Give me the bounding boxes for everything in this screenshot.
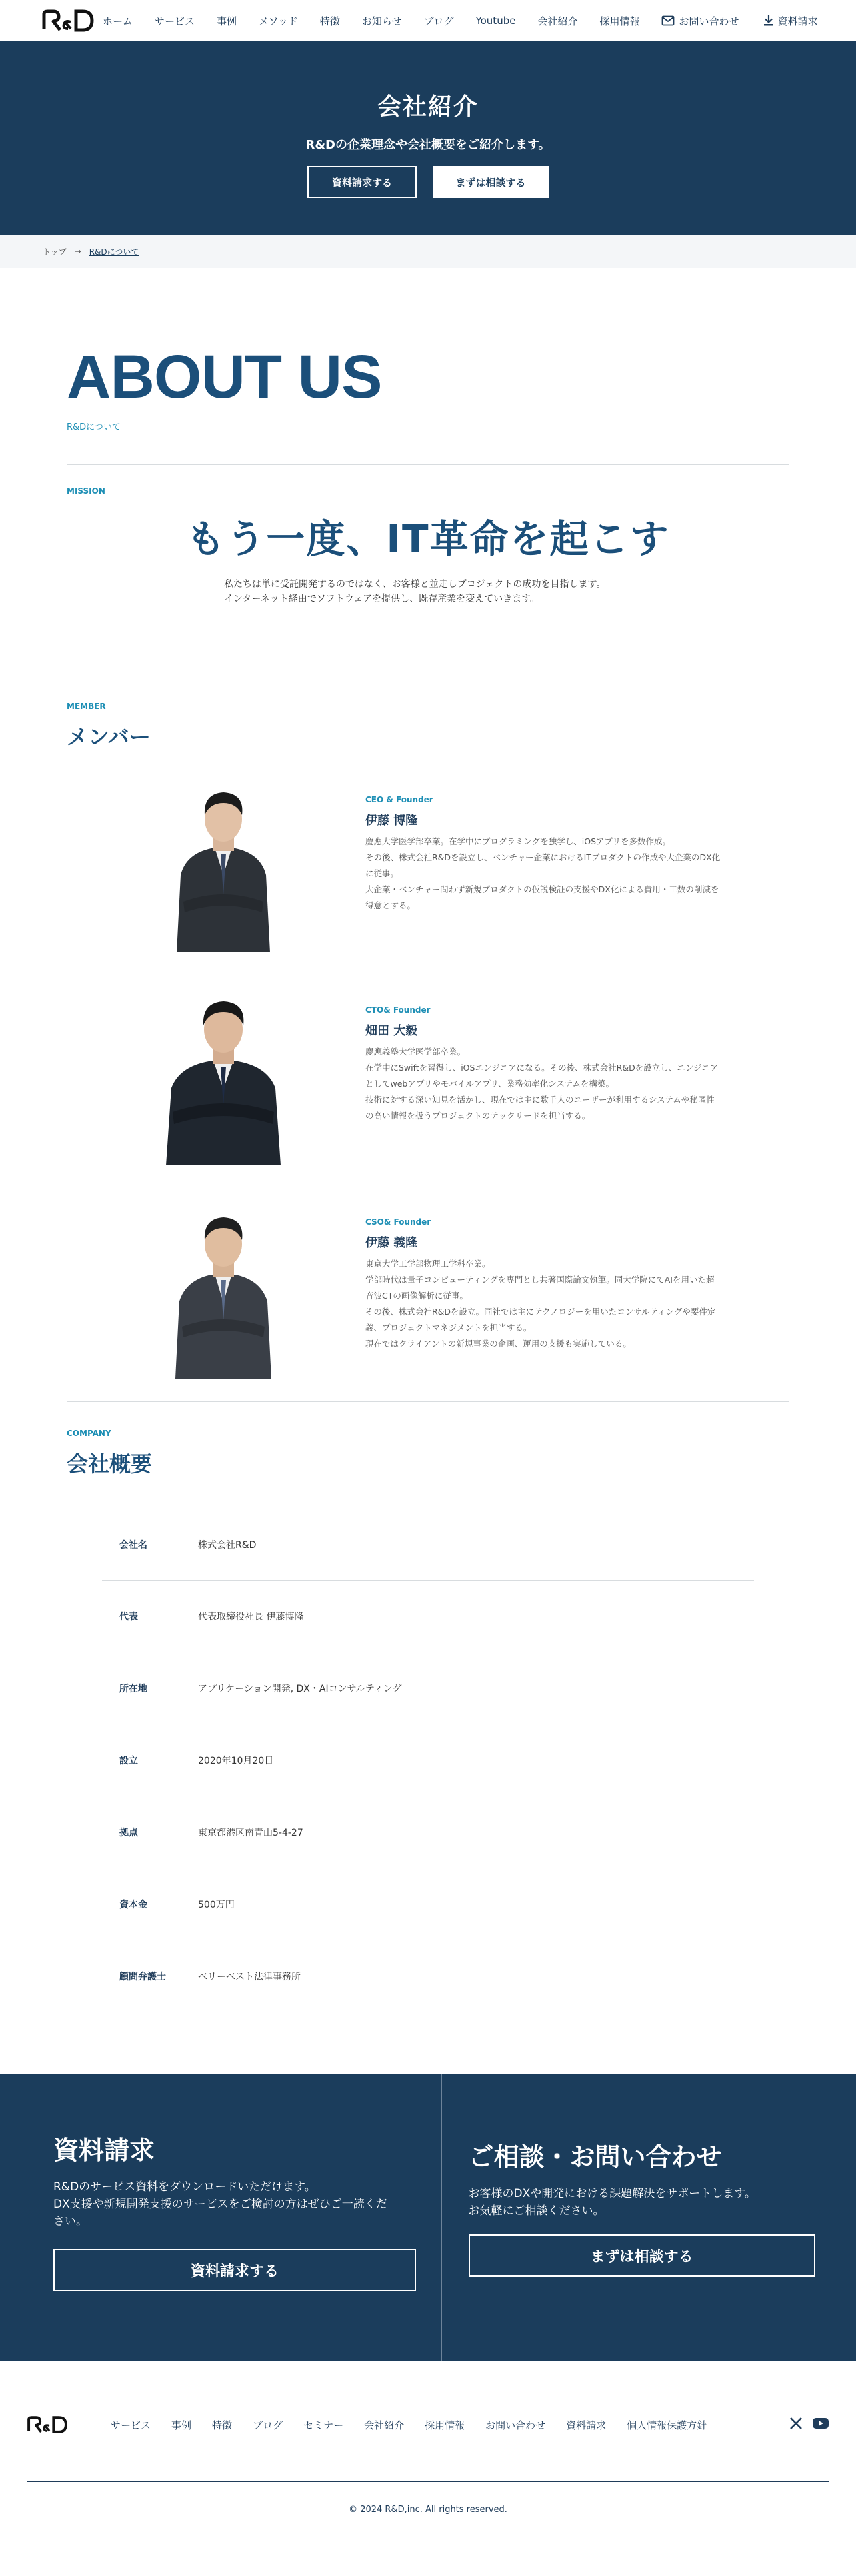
- main-content: [67, 343, 789, 2012]
- member-info: [365, 795, 773, 914]
- member-card: [157, 775, 789, 952]
- cta-text-line: さい。: [53, 2215, 87, 2228]
- bio-line: 現在ではクライアントの新規事業の企画、運用の支援も実施している。: [365, 1339, 631, 1349]
- cta-consult-button[interactable]: まずは相談する: [469, 2234, 815, 2277]
- company-value: 東京都港区南青山5-4-27: [198, 1827, 303, 1838]
- member-info: [365, 1005, 773, 1124]
- footer-nav: [111, 2418, 789, 2432]
- company-row: [102, 1868, 754, 1940]
- logo[interactable]: [41, 8, 96, 33]
- nav-blog[interactable]: ブログ: [423, 15, 454, 27]
- member-photo: [157, 1201, 290, 1379]
- company-row: [102, 1796, 754, 1868]
- member-role: CSO& Founder: [365, 1217, 431, 1227]
- bio-line: 慶應義塾大学医学部卒業。: [365, 1047, 466, 1057]
- cta-contact-title: ご相談・お問い合わせ: [468, 2142, 722, 2172]
- hero-consult-button[interactable]: まずは相談する: [433, 166, 549, 198]
- member-card: [157, 988, 789, 1165]
- footer-nav-company[interactable]: 会社紹介: [364, 2419, 405, 2431]
- mission-text-line: インターネット経由でソフトウェアを提供し、既存産業を変えていきます。: [224, 594, 540, 604]
- company-key: 設立: [119, 1755, 138, 1766]
- company-tag: COMPANY: [67, 1429, 111, 1438]
- nav-contact-button[interactable]: [661, 14, 739, 28]
- breadcrumb-home[interactable]: トップ: [43, 247, 67, 257]
- hero-request-button[interactable]: 資料請求する: [307, 166, 417, 198]
- bio-line: 大企業・ベンチャー問わず新規プロダクトの仮説検証の支援やDX化による費用・工数の削減を: [365, 884, 719, 894]
- member-photo: [157, 988, 290, 1165]
- member-photo: [157, 775, 290, 952]
- footer-nav-cases[interactable]: 事例: [171, 2419, 192, 2431]
- company-value: アプリケーション開発, DX・AIコンサルティング: [198, 1683, 402, 1694]
- nav-youtube[interactable]: Youtube: [475, 15, 516, 27]
- footer-nav-service[interactable]: サービス: [111, 2419, 151, 2431]
- logo-mark-icon: [27, 2415, 68, 2434]
- company-row: [102, 1581, 754, 1652]
- cta-request-button[interactable]: 資料請求する: [53, 2249, 416, 2291]
- main-nav: [103, 14, 829, 28]
- cta-contact: [441, 2074, 856, 2361]
- cta-text-line: お客様のDXや開発における課題解決をサポートします。: [468, 2187, 756, 2200]
- footer-nav-blog[interactable]: ブログ: [253, 2419, 283, 2431]
- mission-tag: MISSION: [67, 486, 105, 496]
- company-value: 株式会社R&D: [198, 1539, 257, 1551]
- youtube-link[interactable]: [812, 2417, 829, 2433]
- nav-method[interactable]: メソッド: [259, 15, 298, 27]
- company-table: [102, 1509, 754, 2012]
- bio-line: その後、株式会社R&Dを設立。同社では主にテクノロジーを用いたコンサルティングや要件定: [365, 1307, 716, 1317]
- bio-line: 学部時代は量子コンピューティングを専門とし共著国際論文執筆。同大学院にてAIを用いた超: [365, 1275, 715, 1285]
- cta-request-title: 資料請求: [53, 2136, 155, 2165]
- company-key: 拠点: [119, 1827, 138, 1838]
- breadcrumb-current[interactable]: R&Dについて: [89, 247, 139, 257]
- mission-text-line: 私たちは単に受託開発するのではなく、お客様と並走しプロジェクトの成功を目指します。: [224, 579, 606, 590]
- about-subtitle: R&Dについて: [67, 422, 121, 432]
- member-info: [365, 1217, 773, 1352]
- footer-nav-features[interactable]: 特徴: [212, 2419, 233, 2431]
- member-tag: MEMBER: [67, 702, 106, 711]
- bio-line: その後、株式会社R&Dを設立し、ベンチャー企業におけるITプロダクトの作成や大企業のDX化: [365, 852, 721, 862]
- footer-divider: [27, 2481, 829, 2482]
- footer-nav-request[interactable]: 資料請求: [566, 2419, 607, 2431]
- bio-line: 技術に対する深い知見を活かし、現在では主に数千人のユーザーが利用するシステムや秘匿性: [365, 1095, 715, 1105]
- footer-nav-privacy[interactable]: 個人情報保護方針: [627, 2419, 707, 2431]
- nav-recruit[interactable]: 採用情報: [599, 15, 640, 27]
- company-row: [102, 1940, 754, 2012]
- site-header: [0, 0, 856, 41]
- member-heading: メンバー: [67, 724, 151, 750]
- nav-request-button[interactable]: [763, 14, 818, 28]
- bio-line: としてwebアプリやモバイルアプリ、業務効率化システムを構築。: [365, 1079, 614, 1089]
- bio-line: 在学中にSwiftを習得し、iOSエンジニアになる。その後、株式会社R&Dを設立し、エンジニア: [365, 1063, 719, 1073]
- member-bio: [365, 834, 773, 914]
- logo-mark-icon: [41, 9, 95, 33]
- nav-features[interactable]: 特徴: [319, 15, 340, 27]
- about-title: ABOUT US: [67, 343, 382, 411]
- nav-service[interactable]: サービス: [155, 15, 195, 27]
- member-bio: [365, 1256, 773, 1352]
- page-title: 会社紹介: [377, 93, 479, 121]
- copyright: © 2024 R&D,inc. All rights reserved.: [349, 2505, 507, 2515]
- site-footer: [0, 2361, 856, 2576]
- mission-heading: もう一度、IT革命を起こす: [186, 516, 670, 562]
- nav-cases[interactable]: 事例: [217, 15, 237, 27]
- company-key: 代表: [119, 1611, 138, 1622]
- member-portrait: [157, 1201, 290, 1379]
- cta-request: [0, 2074, 441, 2361]
- cta-contact-text: [469, 2185, 856, 2220]
- company-key: 資本金: [119, 1899, 147, 1910]
- footer-nav-contact[interactable]: お問い合わせ: [485, 2419, 546, 2431]
- company-row: [102, 1509, 754, 1581]
- mission-text: [224, 577, 789, 606]
- company-key: 会社名: [119, 1539, 147, 1551]
- member-name: 伊藤 博隆: [365, 814, 418, 828]
- footer-nav-recruit[interactable]: 採用情報: [425, 2419, 465, 2431]
- cta-text-line: お気軽にご相談ください。: [468, 2204, 605, 2218]
- nav-home[interactable]: ホーム: [103, 15, 133, 27]
- divider: [67, 464, 789, 465]
- download-icon: [763, 15, 774, 27]
- nav-request-label: 資料請求: [777, 15, 818, 27]
- cta-section: [0, 2074, 856, 2361]
- member-name: 畑田 大毅: [365, 1024, 418, 1038]
- x-icon: [789, 2417, 803, 2430]
- bio-line: 義、プロジェクトマネジメントを担当する。: [365, 1323, 532, 1333]
- member-name: 伊藤 義隆: [365, 1236, 418, 1250]
- company-value: 2020年10月20日: [198, 1755, 274, 1766]
- company-value: ベリーベスト法律事務所: [198, 1971, 301, 1982]
- company-key: 所在地: [119, 1683, 147, 1694]
- cta-text-line: DX支援や新規開発支援のサービスをご検討の方はぜひご一読くだ: [53, 2198, 387, 2211]
- divider: [67, 1401, 789, 1402]
- youtube-icon: [812, 2417, 829, 2430]
- nav-company[interactable]: 会社紹介: [537, 15, 578, 27]
- member-card: [157, 1201, 789, 1379]
- cta-text-line: R&Dのサービス資料をダウンロードいただけます。: [53, 2180, 316, 2194]
- bio-line: に従事。: [365, 868, 399, 878]
- hero: [0, 41, 856, 235]
- company-row: [102, 1724, 754, 1796]
- mail-icon: [661, 15, 675, 26]
- member-portrait: [157, 988, 290, 1165]
- bio-line: 音波CTの画像解析に従事。: [365, 1291, 468, 1301]
- bio-line: 得意とする。: [365, 900, 416, 910]
- nav-news[interactable]: お知らせ: [361, 15, 402, 27]
- member-portrait: [157, 775, 290, 952]
- bio-line: 慶應大学医学部卒業。在学中にプログラミングを独学し、iOSアプリを多数作成。: [365, 836, 671, 846]
- footer-top: [0, 2412, 856, 2437]
- member-bio: [365, 1044, 773, 1124]
- company-heading: 会社概要: [67, 1451, 153, 1477]
- hero-buttons: [307, 166, 549, 198]
- nav-contact-label: お問い合わせ: [679, 15, 739, 27]
- company-row: [102, 1652, 754, 1724]
- cta-request-text: [53, 2178, 441, 2230]
- breadcrumb: [0, 235, 856, 268]
- x-link[interactable]: [789, 2417, 803, 2433]
- footer-logo[interactable]: [27, 2412, 69, 2437]
- bio-line: の高い情報を扱うプロジェクトのテックリードを担当する。: [365, 1111, 591, 1121]
- company-value: 500万円: [198, 1899, 235, 1910]
- breadcrumb-separator: →: [74, 247, 81, 256]
- member-role: CTO& Founder: [365, 1005, 431, 1015]
- company-value: 代表取締役社長 伊藤博隆: [198, 1611, 304, 1622]
- hero-subtitle: R&Dの企業理念や会社概要をご紹介します。: [305, 138, 551, 152]
- bio-line: 東京大学工学部物理工学科卒業。: [365, 1259, 491, 1269]
- footer-social: [789, 2417, 829, 2433]
- company-key: 顧問弁護士: [119, 1971, 166, 1982]
- footer-nav-seminar[interactable]: セミナー: [303, 2419, 344, 2431]
- member-role: CEO & Founder: [365, 795, 433, 804]
